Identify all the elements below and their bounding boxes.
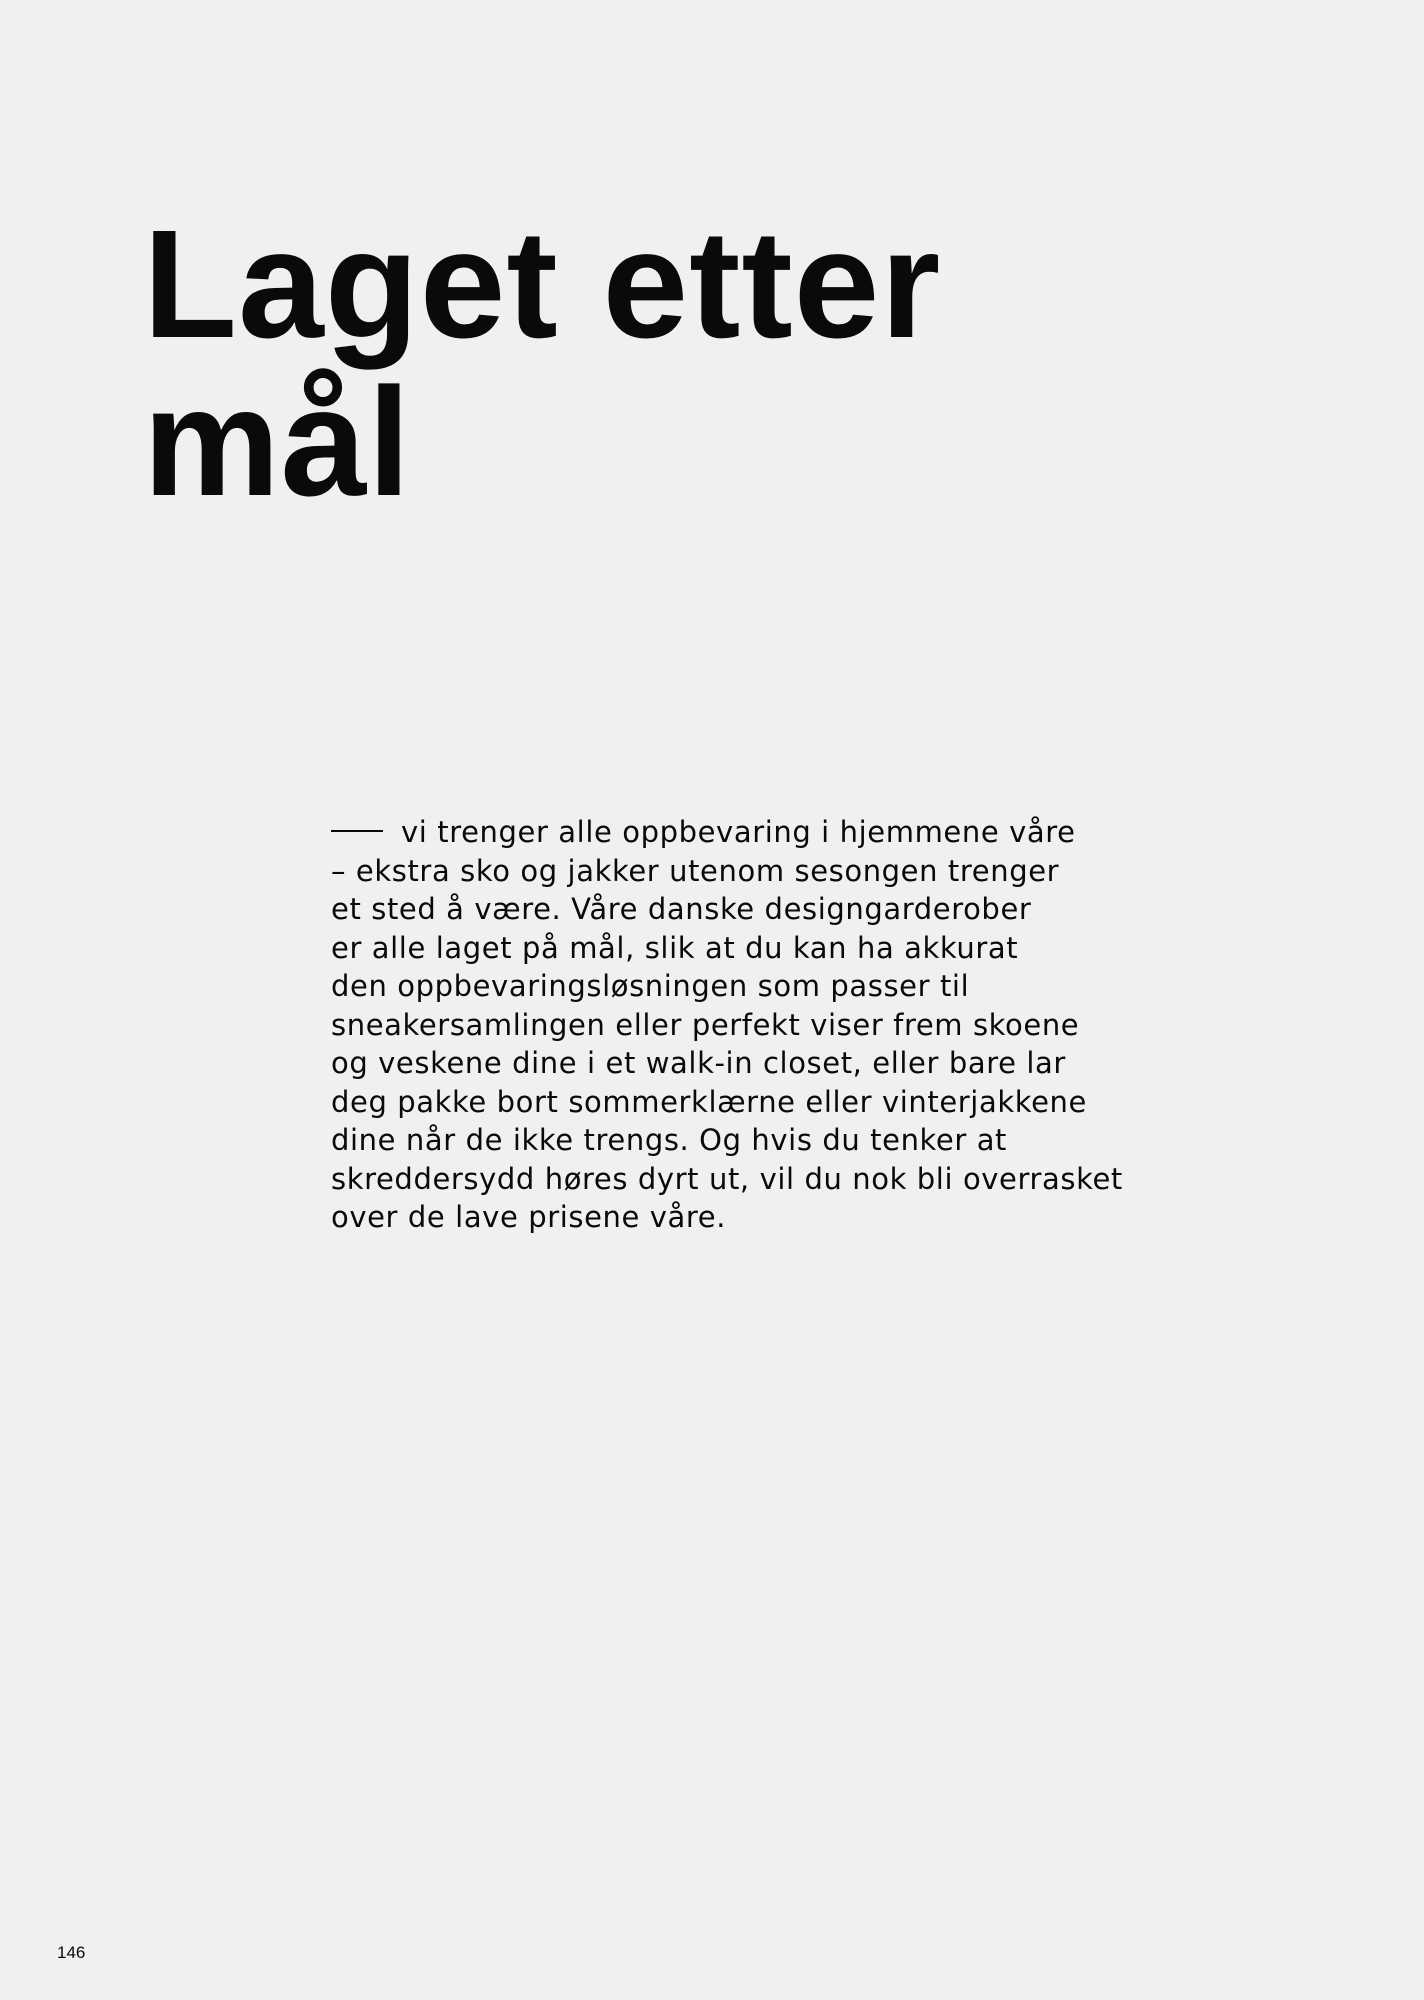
body-line-5: den oppbevaringsløsningen som passer til [331, 969, 970, 1003]
page-number: 146 [57, 1943, 86, 1962]
body-line-4: er alle laget på mål, slik at du kan ha akkurat [331, 930, 1019, 965]
body-line-2: – ekstra sko og jakker utenom sesongen trenger [331, 853, 1060, 888]
headline-line-2: mål [143, 356, 412, 528]
body-line-7: og veskene dine i et walk-in closet, eller bare lar [331, 1046, 1066, 1080]
body-paragraph [331, 813, 1123, 1237]
em-dash-rule [331, 830, 383, 832]
body-line-1 [331, 813, 1091, 852]
headline [143, 198, 942, 528]
body-line-8: deg pakke bort sommerklærne eller vinterjakkene [331, 1084, 1087, 1119]
body-line-6: sneakersamlingen eller perfekt viser frem skoene [331, 1007, 1080, 1042]
body-line-10: skreddersydd høres dyrt ut, vil du nok bli overrasket [331, 1161, 1123, 1196]
body-line-9: dine når de ikke trengs. Og hvis du tenker at [331, 1123, 1008, 1157]
body-line-3: et sted å være. Våre danske designgarderober [331, 892, 1032, 926]
body-line-11: over de lave prisene våre. [331, 1200, 727, 1234]
body-line-1-text: vi trenger alle oppbevaring i hjemmene våre [401, 815, 1076, 849]
headline-line-1: Laget etter [143, 198, 942, 370]
